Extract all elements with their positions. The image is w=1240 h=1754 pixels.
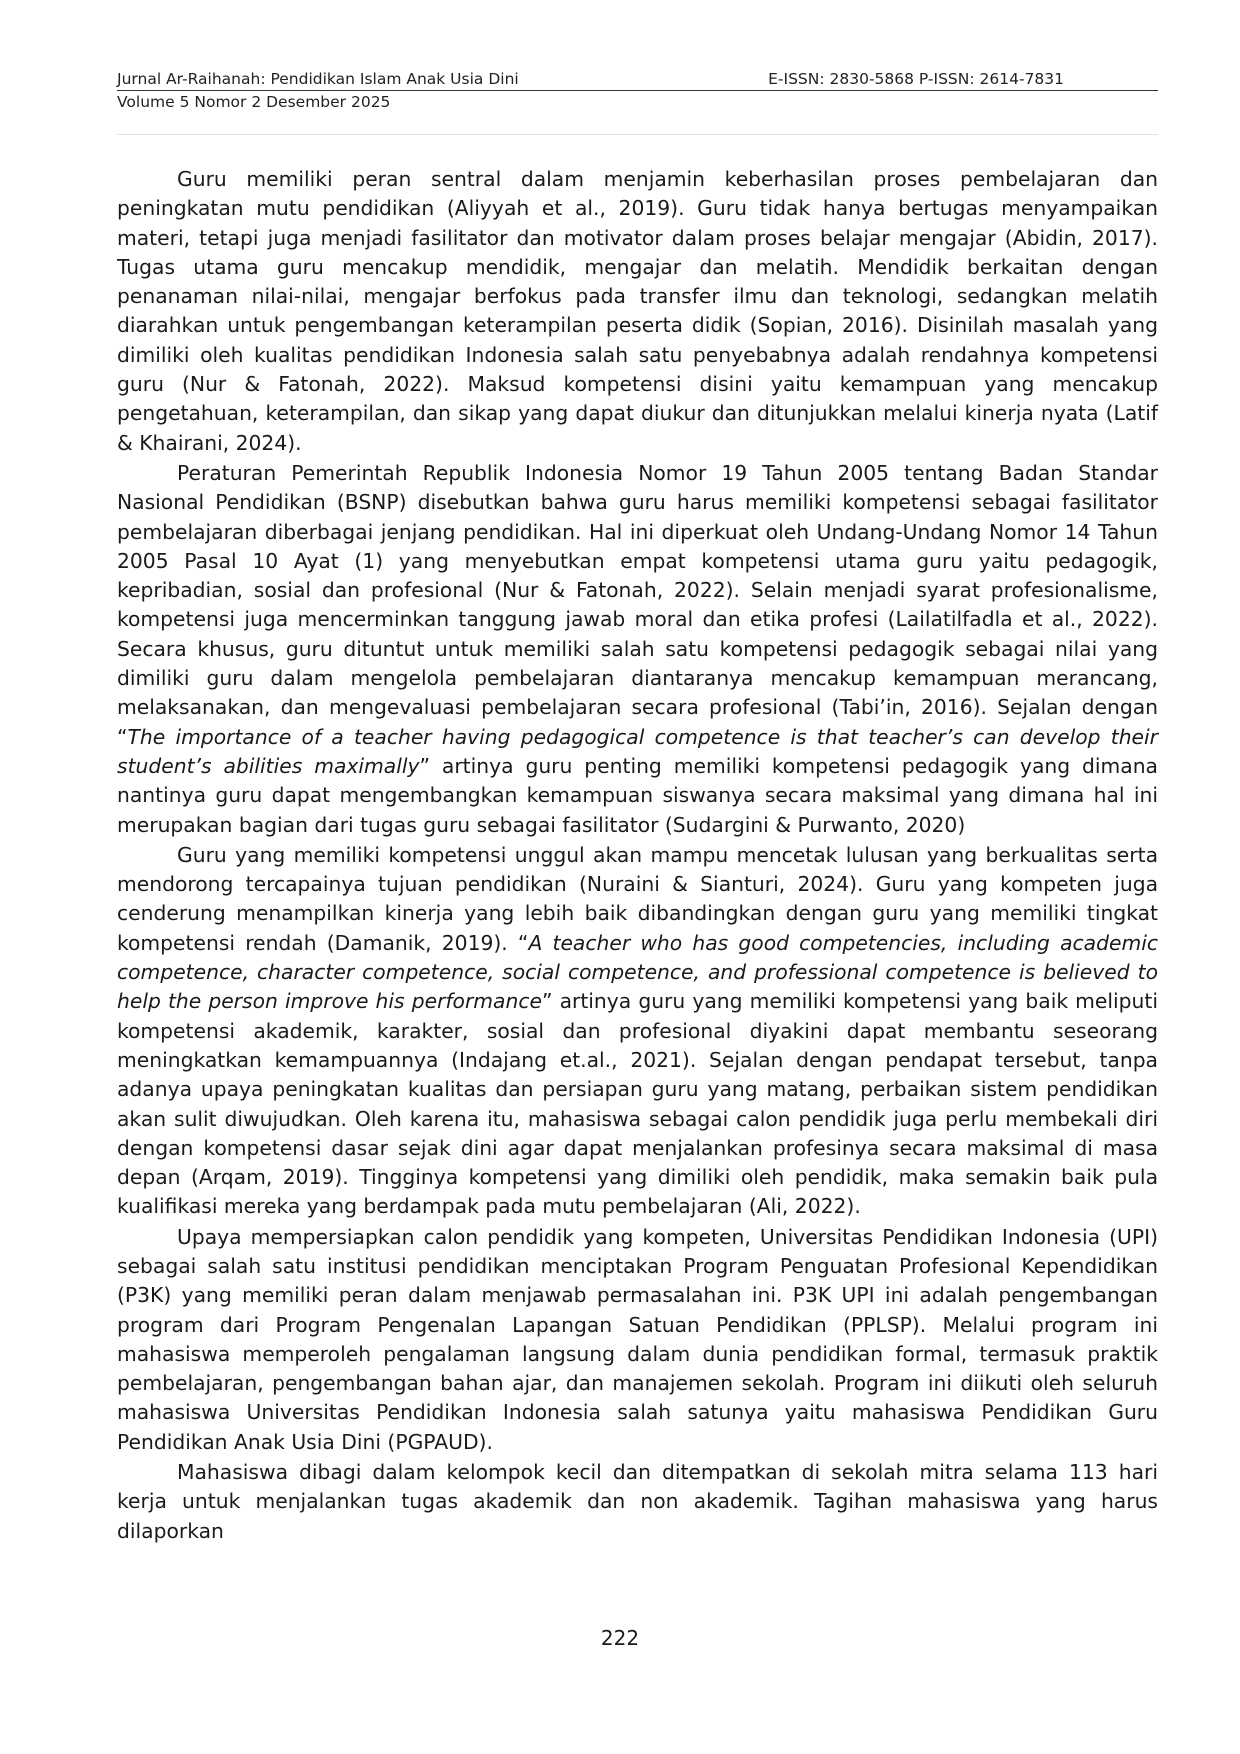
header-divider (117, 134, 1158, 135)
paragraph-2-text-b: ” artinya guru penting memiliki kompetensi pedagogik yang dimana nantinya guru dapat mengembangkan kemampuan siswanya secara maksimal yang dimana hal ini merupakan bagian dari tugas guru sebagai fasilitator (Sudargini & Purwanto, 2020) (117, 753, 1158, 837)
paragraph-2-quote: The importance of a teacher having pedagogical competence is that teacher’s can develop their student’s abilities maximally (117, 724, 1158, 778)
paragraph-5: Mahasiswa dibagi dalam kelompok kecil dan ditempatkan di sekolah mitra selama 113 hari kerja untuk menjalankan tugas akademik dan non akademik. Tagihan mahasiswa yang harus dilaporkan (117, 1460, 1158, 1543)
paragraph-1: Guru memiliki peran sentral dalam menjamin keberhasilan proses pembelajaran dan peningkatan mutu pendidikan (Aliyyah et al., 2019). Guru tidak hanya bertugas menyampaikan materi, tetapi juga menjadi fasilitator dan motivator dalam proses belajar mengajar (Abidin, 2017). Tugas utama guru mencakup mendidik, mengajar dan melatih. Mendidik berkaitan dengan penanaman nilai-nilai, mengajar berfokus pada transfer ilmu dan teknologi, sedangkan melatih diarahkan untuk pengembangan keterampilan peserta didik (Sopian, 2016). Disinilah masalah yang dimiliki oleh kualitas pendidikan Indonesia salah satu penyebabnya adalah rendahnya kompetensi guru (Nur & Fatonah, 2022). Maksud kompetensi disini yaitu kemampuan yang mencakup pengetahuan, keterampilan, dan sikap yang dapat diukur dan ditunjukkan melalui kinerja nyata (Latif & Khairani, 2024). (117, 167, 1158, 455)
paragraph-3 (117, 841, 1158, 1222)
paragraph-4: Upaya mempersiapkan calon pendidik yang kompeten, Universitas Pendidikan Indonesia (UPI) sebagai salah satu institusi pendidikan menciptakan Program Penguatan Profesional Kependidikan (P3K) yang memiliki peran dalam menjawab permasalahan ini. P3K UPI ini adalah pengembangan program dari Program Pengenalan Lapangan Satuan Pendidikan (PPLSP). Melalui program ini mahasiswa memperoleh pengalaman langsung dalam dunia pendidikan formal, termasuk praktik pembelajaran, pengembangan bahan ajar, dan manajemen sekolah. Program ini diikuti oleh seluruh mahasiswa Universitas Pendidikan Indonesia salah satunya yaitu mahasiswa Pendidikan Guru Pendidikan Anak Usia Dini (PGPAUD). (117, 1224, 1158, 1454)
issn-info: E-ISSN: 2830-5868 P-ISSN: 2614-7831 (768, 70, 1064, 88)
journal-title: Jurnal Ar-Raihanah: Pendidikan Islam Anak Usia Dini (117, 70, 519, 88)
paragraph-3-text-a: Guru yang memiliki kompetensi unggul akan mampu mencetak lulusan yang berkualitas serta mendorong tercapainya tujuan pendidikan (Nuraini & Sianturi, 2024). Guru yang kompeten juga cenderung menampilkan kinerja yang lebih baik dibandingkan dengan guru yang memiliki tingkat kompetensi rendah (Damanik, 2019). “ (117, 842, 1158, 955)
paragraph-3-quote: A teacher who has good competencies, including academic competence, character competence, social competence, and professional competence is believed to help the person improve his performance (117, 930, 1159, 1014)
volume-info: Volume 5 Nomor 2 Desember 2025 (117, 93, 391, 111)
header-row (117, 70, 1158, 91)
paragraph-3-text-b: ” artinya guru yang memiliki kompetensi yang baik meliputi kompetensi akademik, karakter, sosial dan profesional diyakini dapat membantu seseorang meningkatkan kemampuannya (Indajang et.al., 2021). Sejalan dengan pendapat tersebut, tanpa adanya upaya peningkatan kualitas dan persiapan guru yang matang, perbaikan sistem pendidikan akan sulit diwujudkan. Oleh karena itu, mahasiswa sebagai calon pendidik juga perlu membekali diri dengan kompetensi dasar sejak dini agar dapat menjalankan profesinya secara maksimal di masa depan (Arqam, 2019). Tingginya kompetensi yang dimiliki oleh pendidik, maka semakin baik pula kualifikasi mereka yang berdampak pada mutu pembelajaran (Ali, 2022). (117, 989, 1158, 1219)
page-header (117, 70, 1158, 111)
article-body (117, 165, 1158, 1546)
paragraph-2 (117, 459, 1158, 840)
paragraph-2-text-a: Peraturan Pemerintah Republik Indonesia Nomor 19 Tahun 2005 tentang Badan Standar Nasional Pendidikan (BSNP) disebutkan bahwa guru harus memiliki kompetensi sebagai fasilitator pembelajaran diberbagai jenjang pendidikan. Hal ini diperkuat oleh Undang-Undang Nomor 14 Tahun 2005 Pasal 10 Ayat (1) yang menyebutkan empat kompetensi utama guru yaitu pedagogik, kepribadian, sosial dan profesional (Nur & Fatonah, 2022). Selain menjadi syarat profesionalisme, kompetensi juga mencerminkan tanggung jawab moral dan etika profesi (Lailatilfadla et al., 2022). Secara khusus, guru dituntut untuk memiliki salah satu kompetensi pedagogik sebagai nilai yang dimiliki guru dalam mengelola pembelajaran diantaranya mencakup kemampuan merancang, melaksanakan, dan mengevaluasi pembelajaran secara profesional (Tabi’in, 2016). Sejalan dengan “ (117, 460, 1158, 749)
page-number: 222 (600, 1626, 640, 1650)
